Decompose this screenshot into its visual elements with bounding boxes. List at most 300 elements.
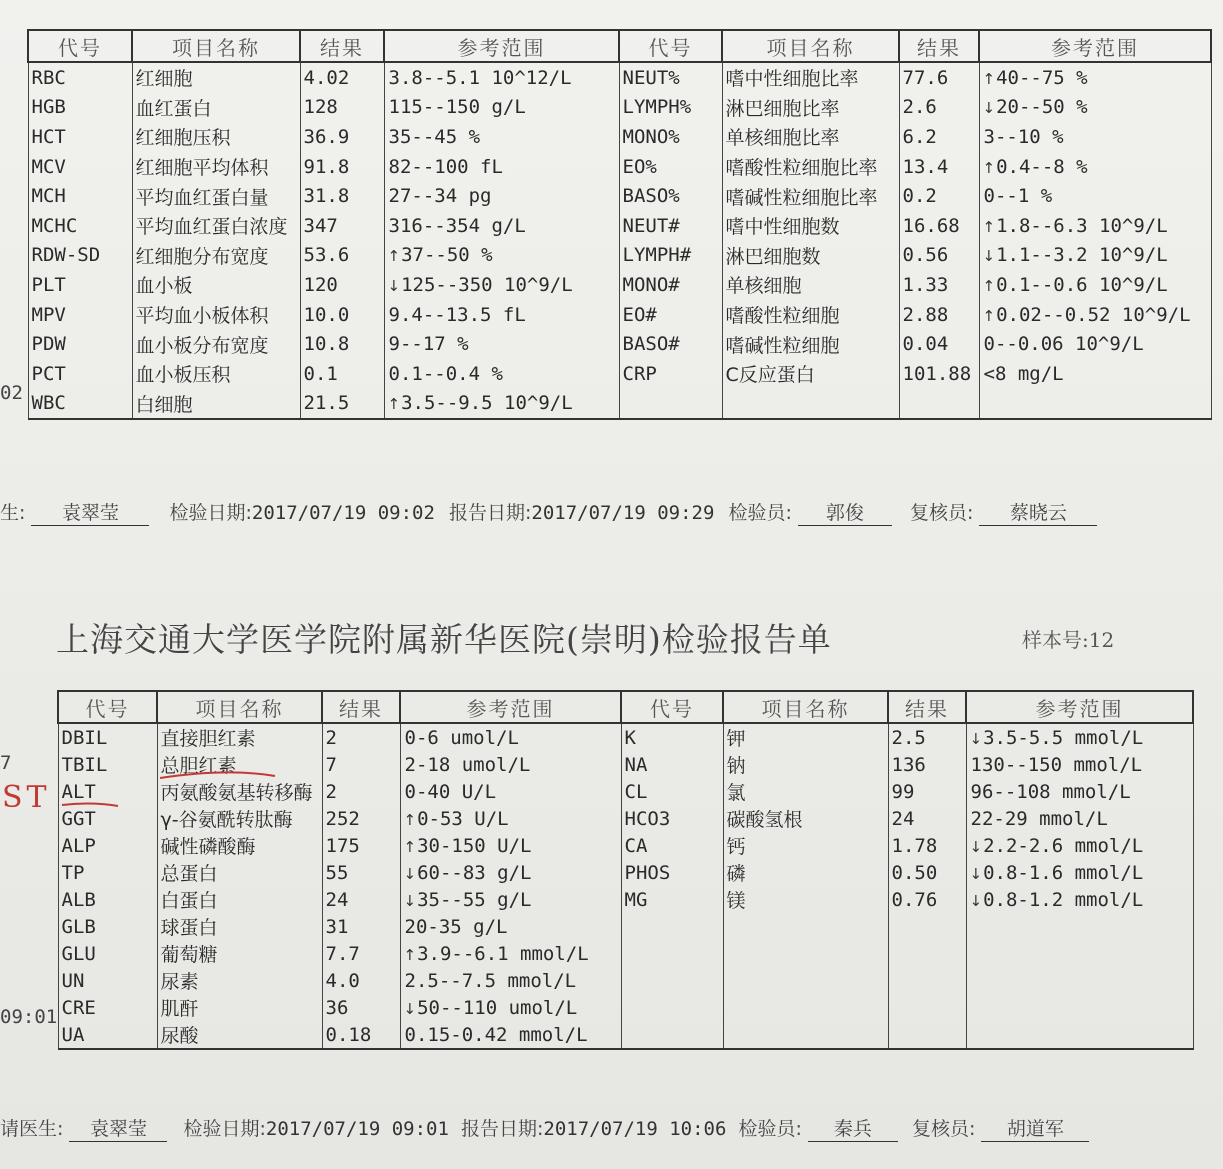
item-result: 120 <box>300 270 384 300</box>
item-name: 红细胞压积 <box>132 122 300 152</box>
reference-range-cell <box>400 723 621 751</box>
header-code: 代号 <box>58 691 157 723</box>
reference-range-cell <box>979 122 1211 152</box>
item-name: 单核细胞 <box>722 270 899 300</box>
item-name: 镁 <box>723 886 888 913</box>
item-name: 红细胞 <box>132 62 300 93</box>
abnormal-flag: ↑ <box>982 69 996 88</box>
table-row <box>28 300 1211 330</box>
item-result: 2.6 <box>899 93 979 123</box>
header-item-name: 项目名称 <box>157 691 322 723</box>
reference-range: 3.5-5.5 mmol/L <box>983 726 1144 749</box>
table-row <box>58 967 1193 994</box>
item-name: 白细胞 <box>132 389 300 420</box>
handwritten-note: ST <box>2 780 51 815</box>
item-code: HCT <box>28 122 132 152</box>
header-reference-range: 参考范围 <box>384 30 619 62</box>
abnormal-flag: ↓ <box>403 864 417 883</box>
abnormal-flag: ↓ <box>403 891 417 910</box>
header-code: 代号 <box>619 30 722 62</box>
reference-range-cell <box>384 152 619 182</box>
reference-range-cell <box>979 270 1211 300</box>
item-name: 嗜碱性粒细胞 <box>722 329 899 359</box>
table-row <box>28 152 1211 182</box>
item-name: 碳酸氢根 <box>723 805 888 832</box>
doctor-label: 生: <box>0 502 26 524</box>
reference-range: 0--1 % <box>983 185 1053 208</box>
item-result: 175 <box>322 832 400 859</box>
abnormal-flag: ↑ <box>403 810 417 829</box>
item-name: 单核细胞比率 <box>722 122 899 152</box>
reference-range-cell <box>400 1021 621 1049</box>
item-result: 99 <box>888 778 966 805</box>
item-code: MONO% <box>619 122 722 152</box>
reference-range-cell <box>400 913 621 940</box>
reference-range-cell <box>979 329 1211 359</box>
doctor-label: 请医生: <box>0 1118 64 1140</box>
reference-range: 130--150 mmol/L <box>970 753 1143 776</box>
header-code: 代号 <box>28 30 132 62</box>
item-result: 91.8 <box>300 152 384 182</box>
item-result: 6.2 <box>899 122 979 152</box>
reference-range-cell <box>400 967 621 994</box>
biochemistry-table <box>57 690 1194 1050</box>
item-name: 嗜酸性粒细胞 <box>722 300 899 330</box>
reference-range-cell <box>384 270 619 300</box>
reference-range: 3.5--9.5 10^9/L <box>401 392 573 415</box>
reference-range: 316--354 g/L <box>388 214 526 237</box>
item-code: GLU <box>58 940 157 967</box>
item-result: 2 <box>322 723 400 751</box>
reference-range-cell <box>979 152 1211 182</box>
reference-range-cell <box>400 805 621 832</box>
reference-range-cell <box>400 994 621 1021</box>
table-row <box>28 181 1211 211</box>
item-code: UN <box>58 967 157 994</box>
header-result: 结果 <box>322 691 400 723</box>
reference-range: 0.8-1.6 mmol/L <box>983 861 1144 884</box>
reference-range-cell <box>966 940 1193 967</box>
reference-range-cell <box>979 181 1211 211</box>
reference-range: 3.8--5.1 10^12/L <box>388 66 572 89</box>
item-code: UA <box>58 1021 157 1049</box>
item-code <box>621 940 723 967</box>
reference-range: 0.8-1.2 mmol/L <box>983 888 1144 911</box>
item-name: 磷 <box>723 859 888 886</box>
report-title: 上海交通大学医学院附属新华医院(崇明)检验报告单 <box>56 620 832 659</box>
item-result: 4.02 <box>300 62 384 93</box>
item-name: 平均血红蛋白量 <box>132 181 300 211</box>
item-code: K <box>621 723 723 751</box>
reference-range: 0.1--0.6 10^9/L <box>996 273 1168 296</box>
abnormal-flag: ↓ <box>969 864 983 883</box>
margin-text-time: 09:01 <box>0 1006 58 1028</box>
item-code: GGT <box>58 805 157 832</box>
reference-range: 20-35 g/L <box>404 915 508 938</box>
item-result: 2.88 <box>899 300 979 330</box>
reference-range-cell <box>979 359 1211 389</box>
table-row <box>28 389 1211 420</box>
item-result: 55 <box>322 859 400 886</box>
abnormal-flag: ↓ <box>969 729 983 748</box>
reference-range-cell <box>384 300 619 330</box>
reference-range-cell <box>979 300 1211 330</box>
item-name: 球蛋白 <box>157 913 322 940</box>
item-code: TP <box>58 859 157 886</box>
item-name: 平均血小板体积 <box>132 300 300 330</box>
item-name: 钾 <box>723 723 888 751</box>
item-name: 葡萄糖 <box>157 940 322 967</box>
reference-range-cell <box>384 181 619 211</box>
table-header-row <box>58 691 1193 723</box>
item-code: CA <box>621 832 723 859</box>
report-date: 2017/07/19 10:06 <box>543 1118 727 1140</box>
table-row <box>58 940 1193 967</box>
item-result: 0.1 <box>300 359 384 389</box>
reference-range: 3--10 % <box>983 125 1064 148</box>
report-date-label: 报告日期: <box>448 502 532 524</box>
item-code: MONO# <box>619 270 722 300</box>
table-row <box>28 211 1211 241</box>
item-name <box>722 389 899 420</box>
item-code: ALP <box>58 832 157 859</box>
item-result <box>888 967 966 994</box>
reference-range-cell <box>979 211 1211 241</box>
reference-range-cell <box>400 940 621 967</box>
item-name: 氯 <box>723 778 888 805</box>
item-code: MPV <box>28 300 132 330</box>
reference-range: 82--100 fL <box>388 155 503 178</box>
item-result: 7 <box>322 751 400 778</box>
table-row <box>58 1021 1193 1049</box>
item-code: BASO# <box>619 329 722 359</box>
reference-range: <8 mg/L <box>983 362 1064 385</box>
item-name: 碱性磷酸酶 <box>157 832 322 859</box>
table-row <box>58 805 1193 832</box>
item-name: 淋巴细胞数 <box>722 241 899 271</box>
item-code: CL <box>621 778 723 805</box>
header-reference-range: 参考范围 <box>400 691 621 723</box>
item-result: 128 <box>300 93 384 123</box>
table-row <box>58 723 1193 751</box>
item-code: HGB <box>28 93 132 123</box>
table-row <box>58 859 1193 886</box>
reference-range: 0.15-0.42 mmol/L <box>404 1023 588 1046</box>
table-row <box>28 329 1211 359</box>
table-row <box>58 913 1193 940</box>
item-result: 347 <box>300 211 384 241</box>
item-result: 0.50 <box>888 859 966 886</box>
item-name: 尿素 <box>157 967 322 994</box>
doctor-name: 袁翠莹 <box>69 1114 167 1142</box>
reference-range: 37--50 % <box>401 244 493 267</box>
item-result: 36 <box>322 994 400 1021</box>
item-result: 252 <box>322 805 400 832</box>
item-name <box>723 913 888 940</box>
abnormal-flag: ↓ <box>982 99 996 118</box>
reference-range: 30-150 U/L <box>417 834 532 857</box>
header-result: 结果 <box>300 30 384 62</box>
table-header-row <box>28 30 1211 62</box>
item-code: WBC <box>28 389 132 420</box>
header-result: 结果 <box>888 691 966 723</box>
item-result: 0.04 <box>899 329 979 359</box>
item-code: TBIL <box>58 751 157 778</box>
item-result: 0.18 <box>322 1021 400 1049</box>
item-code: CRE <box>58 994 157 1021</box>
reference-range-cell <box>400 859 621 886</box>
item-name: 嗜酸性粒细胞比率 <box>722 152 899 182</box>
sample-value: 12 <box>1088 628 1115 652</box>
abnormal-flag: ↑ <box>403 945 417 964</box>
reference-range-cell <box>400 886 621 913</box>
reference-range: 40--75 % <box>996 66 1088 89</box>
item-name <box>723 994 888 1021</box>
reference-range-cell <box>384 329 619 359</box>
abnormal-flag: ↑ <box>982 217 996 236</box>
abnormal-flag: ↑ <box>982 306 996 325</box>
reference-range: 0-40 U/L <box>404 780 497 803</box>
reference-range-cell <box>979 389 1211 420</box>
tester-label: 检验员: <box>738 1118 802 1140</box>
item-name: 白蛋白 <box>157 886 322 913</box>
item-code: RDW-SD <box>28 241 132 271</box>
item-result: 21.5 <box>300 389 384 420</box>
item-name: 直接胆红素 <box>157 723 322 751</box>
reference-range-cell <box>966 751 1193 778</box>
reference-range-cell <box>979 93 1211 123</box>
top-report-footer <box>0 498 1097 526</box>
reference-range: 1.8--6.3 10^9/L <box>996 214 1168 237</box>
abnormal-flag: ↓ <box>403 999 417 1018</box>
reference-range-cell <box>966 886 1193 913</box>
item-name: 血小板 <box>132 270 300 300</box>
reference-range-cell <box>384 389 619 420</box>
reviewer-label: 复核员: <box>911 1118 976 1140</box>
table-row <box>28 359 1211 389</box>
reference-range: 0.1--0.4 % <box>388 362 503 385</box>
sample-number <box>1022 624 1114 653</box>
item-name <box>723 1021 888 1049</box>
item-code: PDW <box>28 329 132 359</box>
test-date-label: 检验日期: <box>169 502 252 524</box>
item-result: 16.68 <box>899 211 979 241</box>
item-code: PCT <box>28 359 132 389</box>
reference-range: 0.4--8 % <box>996 155 1088 178</box>
reference-range: 1.1--3.2 10^9/L <box>996 244 1168 267</box>
item-result: 1.78 <box>888 832 966 859</box>
reviewer-name: 蔡晓云 <box>979 498 1097 526</box>
item-result: 0.56 <box>899 241 979 271</box>
test-date: 2017/07/19 09:02 <box>251 502 435 524</box>
header-item-name: 项目名称 <box>723 691 888 723</box>
reference-range-cell <box>966 967 1193 994</box>
table-row <box>58 994 1193 1021</box>
item-result: 7.7 <box>322 940 400 967</box>
item-name <box>723 940 888 967</box>
item-result: 24 <box>322 886 400 913</box>
item-result: 1.33 <box>899 270 979 300</box>
abnormal-flag: ↑ <box>982 276 996 295</box>
item-code: CRP <box>619 359 722 389</box>
reference-range: 115--150 g/L <box>388 96 526 119</box>
item-name: 淋巴细胞比率 <box>722 93 899 123</box>
reference-range-cell <box>979 241 1211 271</box>
item-code: MG <box>621 886 723 913</box>
table-row <box>28 62 1211 93</box>
item-name: 红细胞平均体积 <box>132 152 300 182</box>
reference-range: 60--83 g/L <box>417 861 532 884</box>
reference-range-cell <box>384 241 619 271</box>
reference-range: 96--108 mmol/L <box>970 780 1131 803</box>
item-name: 尿酸 <box>157 1021 322 1049</box>
abnormal-flag: ↓ <box>969 891 983 910</box>
abnormal-flag: ↓ <box>387 276 401 295</box>
table-row <box>58 778 1193 805</box>
reference-range: 9--17 % <box>388 333 469 356</box>
item-result: 31 <box>322 913 400 940</box>
item-code <box>619 389 722 420</box>
tester-label: 检验员: <box>728 502 792 524</box>
table-row <box>58 832 1193 859</box>
item-code: LYMPH% <box>619 93 722 123</box>
item-code: HCO3 <box>621 805 723 832</box>
item-name: 钠 <box>723 751 888 778</box>
item-code: DBIL <box>58 723 157 751</box>
abnormal-flag: ↑ <box>982 158 996 177</box>
item-name: 平均血红蛋白浓度 <box>132 211 300 241</box>
reference-range: 2-18 umol/L <box>404 753 531 776</box>
header-result: 结果 <box>899 30 979 62</box>
reference-range-cell <box>400 832 621 859</box>
table-row <box>58 886 1193 913</box>
reference-range-cell <box>384 122 619 152</box>
report-date-label: 报告日期: <box>460 1118 544 1140</box>
reference-range-cell <box>966 805 1193 832</box>
item-name: 总蛋白 <box>157 859 322 886</box>
item-result <box>888 940 966 967</box>
reference-range-cell <box>384 93 619 123</box>
reference-range-cell <box>979 62 1211 93</box>
header-item-name: 项目名称 <box>722 30 899 62</box>
reference-range-cell <box>966 913 1193 940</box>
item-result: 13.4 <box>899 152 979 182</box>
tester-name: 秦兵 <box>808 1114 898 1142</box>
item-name: 嗜中性细胞数 <box>722 211 899 241</box>
reviewer-name: 胡道军 <box>981 1114 1089 1142</box>
item-code: EO% <box>619 152 722 182</box>
item-code <box>621 1021 723 1049</box>
reference-range: 2.2-2.6 mmol/L <box>983 834 1144 857</box>
reference-range-cell <box>966 859 1193 886</box>
item-result: 36.9 <box>300 122 384 152</box>
item-name: 钙 <box>723 832 888 859</box>
reference-range-cell <box>384 62 619 93</box>
item-result: 77.6 <box>899 62 979 93</box>
item-code: NA <box>621 751 723 778</box>
margin-text-top: 7 <box>0 752 12 774</box>
bottom-report-footer <box>0 1114 1089 1142</box>
item-code: NEUT% <box>619 62 722 93</box>
blood-count-table <box>27 29 1212 420</box>
item-result <box>888 1021 966 1049</box>
item-result: 136 <box>888 751 966 778</box>
reference-range: 125--350 10^9/L <box>401 273 573 296</box>
table-row <box>28 241 1211 271</box>
item-result: 2 <box>322 778 400 805</box>
item-code: PLT <box>28 270 132 300</box>
item-name: 血小板压积 <box>132 359 300 389</box>
item-code: MCV <box>28 152 132 182</box>
item-name: 红细胞分布宽度 <box>132 241 300 271</box>
reference-range-cell <box>966 723 1193 751</box>
abnormal-flag: ↓ <box>969 837 983 856</box>
item-result <box>888 913 966 940</box>
item-name: 总胆红素 <box>157 751 322 778</box>
reviewer-label: 复核员: <box>909 502 974 524</box>
item-name: γ-谷氨酰转肽酶 <box>157 805 322 832</box>
item-name: C反应蛋白 <box>722 359 899 389</box>
reference-range-cell <box>966 778 1193 805</box>
test-date-label: 检验日期: <box>183 1118 266 1140</box>
item-name: 血小板分布宽度 <box>132 329 300 359</box>
item-result: 0.2 <box>899 181 979 211</box>
reference-range: 22-29 mmol/L <box>970 807 1108 830</box>
item-code <box>621 994 723 1021</box>
reference-range: 0.02--0.52 10^9/L <box>996 303 1191 326</box>
item-result: 2.5 <box>888 723 966 751</box>
reference-range-cell <box>966 1021 1193 1049</box>
item-code: BASO% <box>619 181 722 211</box>
item-code: ALT <box>58 778 157 805</box>
reference-range: 3.9--6.1 mmol/L <box>417 942 589 965</box>
tester-name: 郭俊 <box>798 498 892 526</box>
table-row <box>28 270 1211 300</box>
header-item-name: 项目名称 <box>132 30 300 62</box>
item-name: 丙氨酸氨基转移酶 <box>157 778 322 805</box>
test-date: 2017/07/19 09:01 <box>265 1118 449 1140</box>
sample-label: 样本号: <box>1022 628 1089 652</box>
item-name <box>723 967 888 994</box>
item-result: 53.6 <box>300 241 384 271</box>
item-result: 24 <box>888 805 966 832</box>
header-code: 代号 <box>621 691 723 723</box>
reference-range: 0-53 U/L <box>417 807 509 830</box>
item-name: 嗜碱性粒细胞比率 <box>722 181 899 211</box>
reference-range: 0--0.06 10^9/L <box>983 333 1144 356</box>
reference-range: 20--50 % <box>996 96 1088 119</box>
item-code: MCHC <box>28 211 132 241</box>
reference-range-cell <box>400 778 621 805</box>
item-result: 10.0 <box>300 300 384 330</box>
item-code: GLB <box>58 913 157 940</box>
item-name: 嗜中性细胞比率 <box>722 62 899 93</box>
reference-range: 2.5--7.5 mmol/L <box>404 969 577 992</box>
item-result <box>899 389 979 420</box>
header-reference-range: 参考范围 <box>979 30 1211 62</box>
report-date: 2017/07/19 09:29 <box>531 502 715 524</box>
item-code: ALB <box>58 886 157 913</box>
reference-range-cell <box>384 211 619 241</box>
abnormal-flag: ↓ <box>982 247 996 266</box>
item-result: 31.8 <box>300 181 384 211</box>
item-code <box>621 967 723 994</box>
abnormal-flag: ↑ <box>403 837 417 856</box>
item-code: NEUT# <box>619 211 722 241</box>
item-name: 血红蛋白 <box>132 93 300 123</box>
reference-range-cell <box>966 832 1193 859</box>
reference-range: 9.4--13.5 fL <box>388 303 526 326</box>
